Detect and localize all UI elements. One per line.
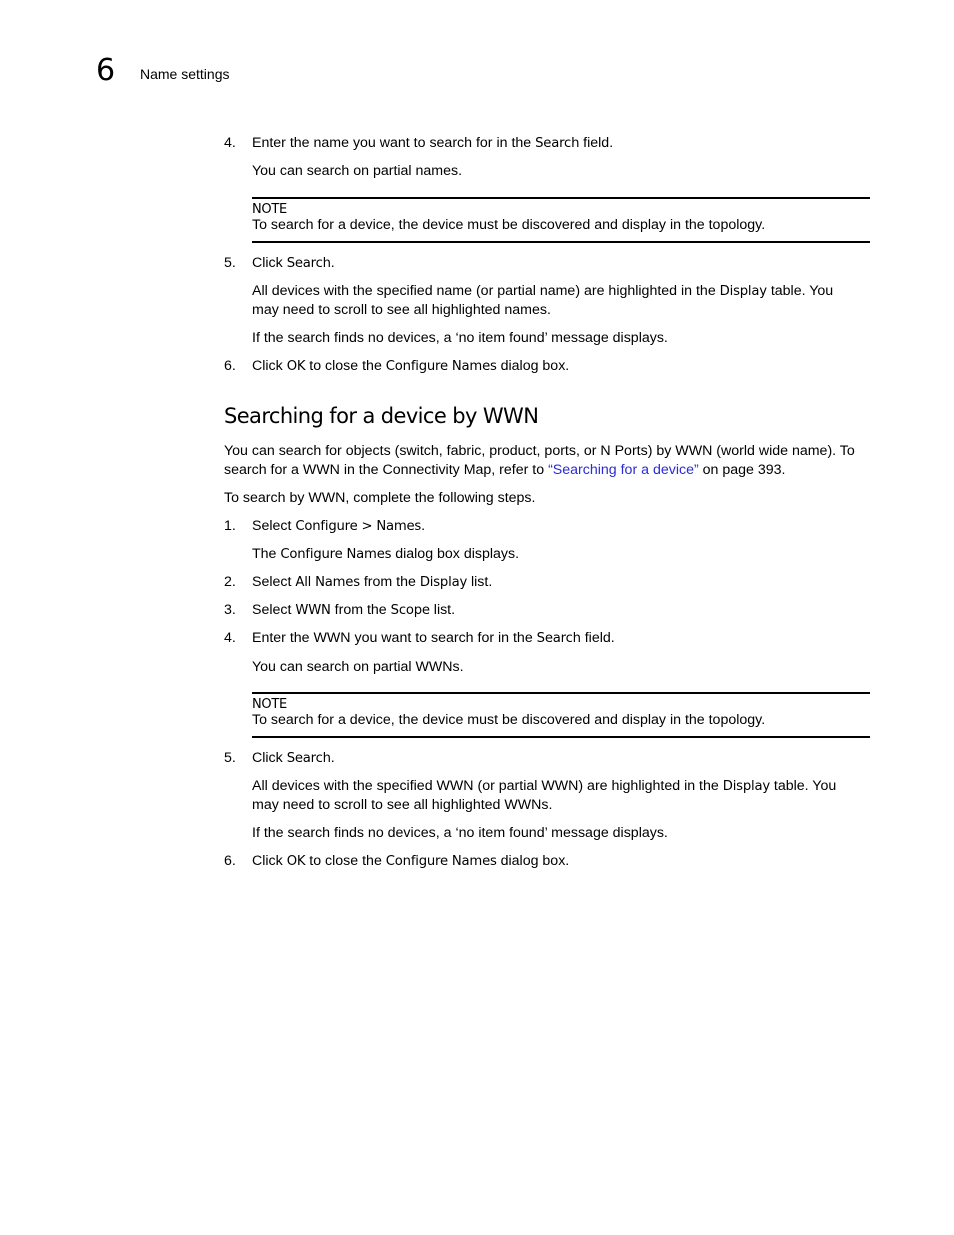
step-number: 5. xyxy=(224,255,236,271)
dialog-ref: Configure Names xyxy=(385,359,497,374)
display-table-ref: Display xyxy=(722,779,770,794)
step-number: 4. xyxy=(224,135,236,151)
step-text: Select Configure > Names. xyxy=(252,518,426,534)
display-table-ref: Display xyxy=(719,284,767,299)
chapter-number: 6 xyxy=(96,53,116,88)
step-text: Select All Names from the Display list. xyxy=(252,574,493,590)
list-ref: Display xyxy=(419,575,468,590)
step-number: 4. xyxy=(224,630,236,646)
note-label: NOTE xyxy=(252,697,287,712)
intro-text: search for a WWN in the Connectivity Map, refer to “Searching for a device” on page 393. xyxy=(224,462,786,478)
search-field-ref: Search xyxy=(535,136,580,151)
note-top-rule xyxy=(252,197,870,199)
note-top-rule xyxy=(252,692,870,694)
step-subtext: All devices with the specified WWN (or partial WWN) are highlighted in the Display table. You xyxy=(252,778,837,794)
step-number: 5. xyxy=(224,750,236,766)
step-text: Click OK to close the Configure Names dialog box. xyxy=(252,853,570,869)
note-text: To search for a device, the device must be discovered and display in the topology. xyxy=(252,217,766,233)
section-heading: Searching for a device by WWN xyxy=(224,404,539,428)
note-text: To search for a device, the device must be discovered and display in the topology. xyxy=(252,712,766,728)
step-text: Enter the name you want to search for in the Search field. xyxy=(252,135,614,151)
step-number: 1. xyxy=(224,518,236,534)
search-button-ref: Search xyxy=(286,256,331,271)
step-subtext: All devices with the specified name (or partial name) are highlighted in the Display table. You xyxy=(252,283,834,299)
ok-button-ref: OK xyxy=(286,359,306,374)
option-ref: All Names xyxy=(295,575,360,590)
step-subtext: You can search on partial names. xyxy=(252,163,463,179)
note-bottom-rule xyxy=(252,736,870,738)
note-label: NOTE xyxy=(252,202,287,217)
step-number: 2. xyxy=(224,574,236,590)
cross-reference-link[interactable]: “Searching for a device” xyxy=(548,462,699,478)
dialog-ref: Configure Names xyxy=(280,547,392,562)
step-number: 6. xyxy=(224,853,236,869)
step-text: Click OK to close the Configure Names dialog box. xyxy=(252,358,570,374)
step-subtext: may need to scroll to see all highlighted names. xyxy=(252,302,551,318)
step-subtext: If the search finds no devices, a ‘no item found’ message displays. xyxy=(252,825,668,841)
ok-button-ref: OK xyxy=(286,854,306,869)
search-field-ref: Search xyxy=(536,631,581,646)
step-text: Click Search. xyxy=(252,750,335,766)
list-ref: Scope xyxy=(390,603,430,618)
search-button-ref: Search xyxy=(286,751,331,766)
menu-path-ref: Configure > Names xyxy=(295,519,422,534)
step-text: Select WWN from the Scope list. xyxy=(252,602,456,618)
step-text: Click Search. xyxy=(252,255,335,271)
step-subtext: You can search on partial WWNs. xyxy=(252,659,464,675)
dialog-ref: Configure Names xyxy=(385,854,497,869)
step-subtext: If the search finds no devices, a ‘no item found’ message displays. xyxy=(252,330,668,346)
step-subtext: The Configure Names dialog box displays. xyxy=(252,546,520,562)
chapter-title: Name settings xyxy=(140,66,230,82)
note-bottom-rule xyxy=(252,241,870,243)
step-subtext: may need to scroll to see all highlighted WWNs. xyxy=(252,797,553,813)
step-text: Enter the WWN you want to search for in the Search field. xyxy=(252,630,615,646)
lead-text: To search by WWN, complete the following steps. xyxy=(224,490,536,506)
step-number: 3. xyxy=(224,602,236,618)
intro-text: You can search for objects (switch, fabric, product, ports, or N Ports) by WWN (world wide name). To xyxy=(224,443,855,459)
option-ref: WWN xyxy=(295,603,331,618)
step-number: 6. xyxy=(224,358,236,374)
